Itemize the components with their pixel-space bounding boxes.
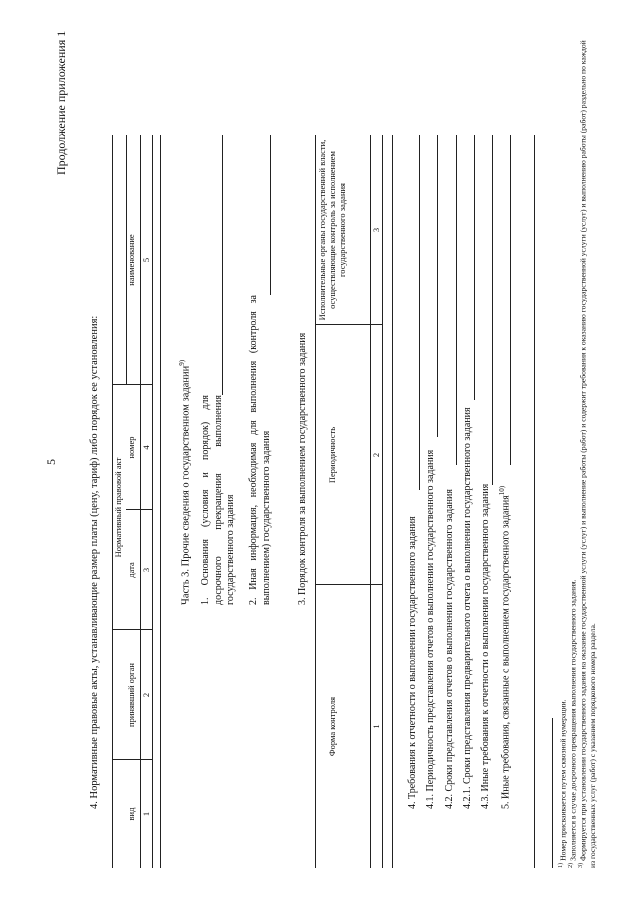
item-4-text: 4. Требования к отчетности о выполнении государственного задания	[407, 516, 418, 809]
item-1-fill-line	[222, 135, 223, 395]
continuation-title: Продолжение приложения 1	[54, 30, 68, 175]
item-2-text: 2. Иная информация, необходимая для выполнения (контроля за выполнением) государственного задания	[248, 295, 272, 605]
item-5-label: 5. Иные требования, связанные с выполнением государственного задания	[500, 495, 512, 809]
part3-title-text: Часть 3. Прочие сведения о государственном задании	[180, 365, 192, 605]
item-5-fill-line	[510, 135, 511, 465]
control-col-number: 2	[371, 452, 381, 458]
footnote-mark: 10)	[498, 485, 506, 496]
part3-title	[178, 360, 193, 605]
footnote-3-text: Формируется при установлении государственного задания на оказание государственной услуги (услуг) и выполнение работы (работ) и содержит требования к оказанию государственной услуги (услуг) и выполнению работы (работ) раздельно по каждой из государственных услуг (работ) с указанием порядкового номера раздела.	[578, 40, 597, 868]
footnote-mark: 9)	[178, 359, 186, 366]
table-header-number: номер	[126, 436, 136, 459]
footnote-1-mark: 1)	[557, 862, 564, 868]
table-header-date: дата	[126, 562, 136, 578]
item-4-2-text: 4.2. Сроки представления отчетов о выполнении государственного задания	[444, 489, 455, 809]
item-4-3-text: 4.3. Иные требования к отчетности о выполнении государственного задания	[480, 483, 491, 809]
item-5-text	[498, 486, 513, 809]
table-col-number: 4	[141, 445, 151, 450]
item-4-fill-line	[419, 135, 420, 490]
item-5-second-line	[534, 135, 535, 868]
item-4-2-1-fill-line	[474, 135, 475, 400]
control-header-period: Периодичность	[327, 426, 337, 484]
table-header-authority: принявший орган	[126, 663, 136, 727]
control-col-number: 3	[371, 227, 381, 233]
table-col-number: 5	[141, 257, 151, 263]
control-col-number: 1	[371, 724, 381, 729]
item-1-text: 1. Основания (условия и порядок) для досрочного прекращения выполнения государственного задания	[200, 395, 236, 605]
footnote-2-text: Заполняется в случае досрочного прекращения выполнения государственного задания.	[568, 579, 578, 861]
table-group-header: Нормативный правовой акт	[113, 457, 123, 558]
page-number: 5	[44, 459, 58, 465]
footnote-separator	[552, 718, 553, 868]
item-4-1-text: 4.1. Периодичность представления отчетов о выполнении государственного задания	[425, 449, 436, 809]
item-4-2-fill-line	[456, 135, 457, 465]
item-4-3-fill-line	[492, 135, 493, 485]
item-4-2-1-text: 4.2.1. Сроки представления предварительного отчета о выполнении государственного задания	[462, 407, 473, 809]
footnote-3-mark: 3)	[577, 862, 584, 868]
control-header-form: Форма контроля	[327, 696, 337, 757]
control-header-authorities: Исполнительные органы государственной власти, осуществляющие контроль за исполнением государственного задания	[317, 139, 347, 321]
section4-title: 4. Нормативные правовые акты, устанавливающие размер платы (цену, тариф) либо порядок ее установления:	[89, 315, 100, 809]
item-3-text: 3. Порядок контроля за выполнением государственного задания	[297, 332, 308, 605]
table-col-number: 2	[141, 692, 151, 698]
footnote-3	[577, 33, 597, 868]
footnote-2-mark: 2)	[567, 862, 574, 868]
table-col-number: 1	[141, 811, 151, 817]
footnote-1-text: Номер присваивается путем сквозной нумерации.	[558, 699, 568, 861]
item-2-fill-line	[270, 135, 271, 295]
item-4-1-fill-line	[437, 135, 438, 437]
table-header-name: наименование	[126, 234, 136, 286]
table-col-number: 3	[141, 567, 151, 573]
table-header-kind: вид	[126, 807, 136, 821]
